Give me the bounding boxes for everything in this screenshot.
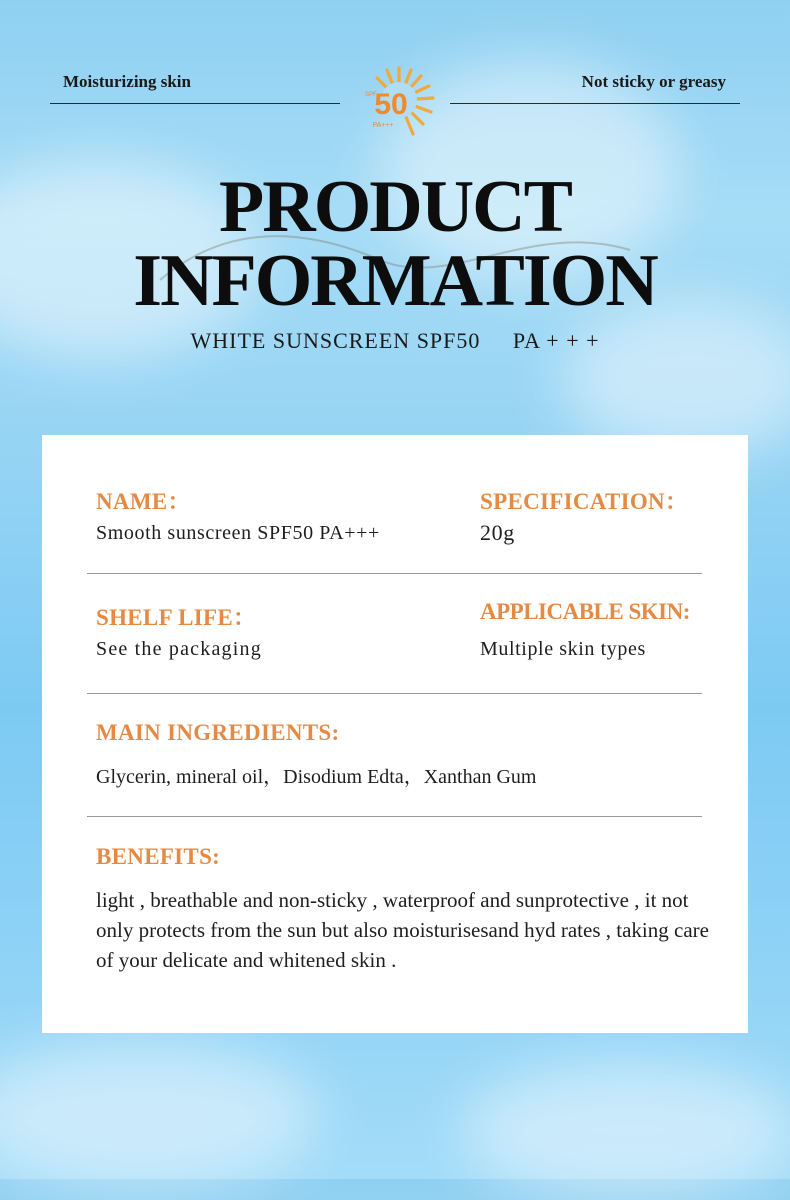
benefits-label: BENEFITS:: [96, 844, 221, 869]
specification-label: SPECIFICATION：: [480, 489, 689, 514]
name-label: NAME：: [96, 489, 191, 514]
product-info-card: [42, 435, 748, 1033]
section-divider: [87, 816, 702, 817]
applicable-skin-label: APPLICABLE SKIN:: [480, 599, 690, 624]
page-title-line2: INFORMATION: [133, 240, 657, 322]
section-divider: [87, 573, 702, 574]
left-divider: [50, 103, 340, 104]
cloud-decoration: [460, 1060, 790, 1200]
main-ingredients-value: Glycerin, mineral oil，Disodium Edta，Xanthan Gum: [96, 766, 537, 788]
left-tagline: Moisturizing skin: [63, 72, 191, 91]
specification-value: 20g: [480, 520, 515, 545]
svg-text:PA+++: PA+++: [372, 122, 394, 129]
product-subtitle: WHITE SUNSCREEN SPF50 PA + + +: [190, 328, 600, 353]
svg-text:50: 50: [374, 88, 408, 121]
page-title-line1: PRODUCT: [219, 166, 571, 248]
main-ingredients-label: MAIN INGREDIENTS:: [96, 720, 340, 745]
section-divider: [87, 693, 702, 694]
cloud-decoration: [0, 1040, 320, 1190]
right-tagline: Not sticky or greasy: [581, 72, 726, 91]
benefits-value: light , breathable and non-sticky , waterproof and sunprotective , it not only protects from the sun but also moisturisesand hyd rates , taking care of your delicate and whitened skin .: [96, 888, 709, 972]
shelf-life-label: SHELF LIFE：: [96, 605, 257, 630]
shelf-life-value: See the packaging: [96, 638, 262, 660]
sun-50-logo-icon: [353, 60, 439, 146]
applicable-skin-value: Multiple skin types: [480, 638, 646, 660]
name-value: Smooth sunscreen SPF50 PA+++: [96, 522, 380, 544]
right-divider: [450, 103, 740, 104]
sun-rays-icon: [353, 60, 439, 146]
svg-text:SPF: SPF: [365, 92, 377, 98]
